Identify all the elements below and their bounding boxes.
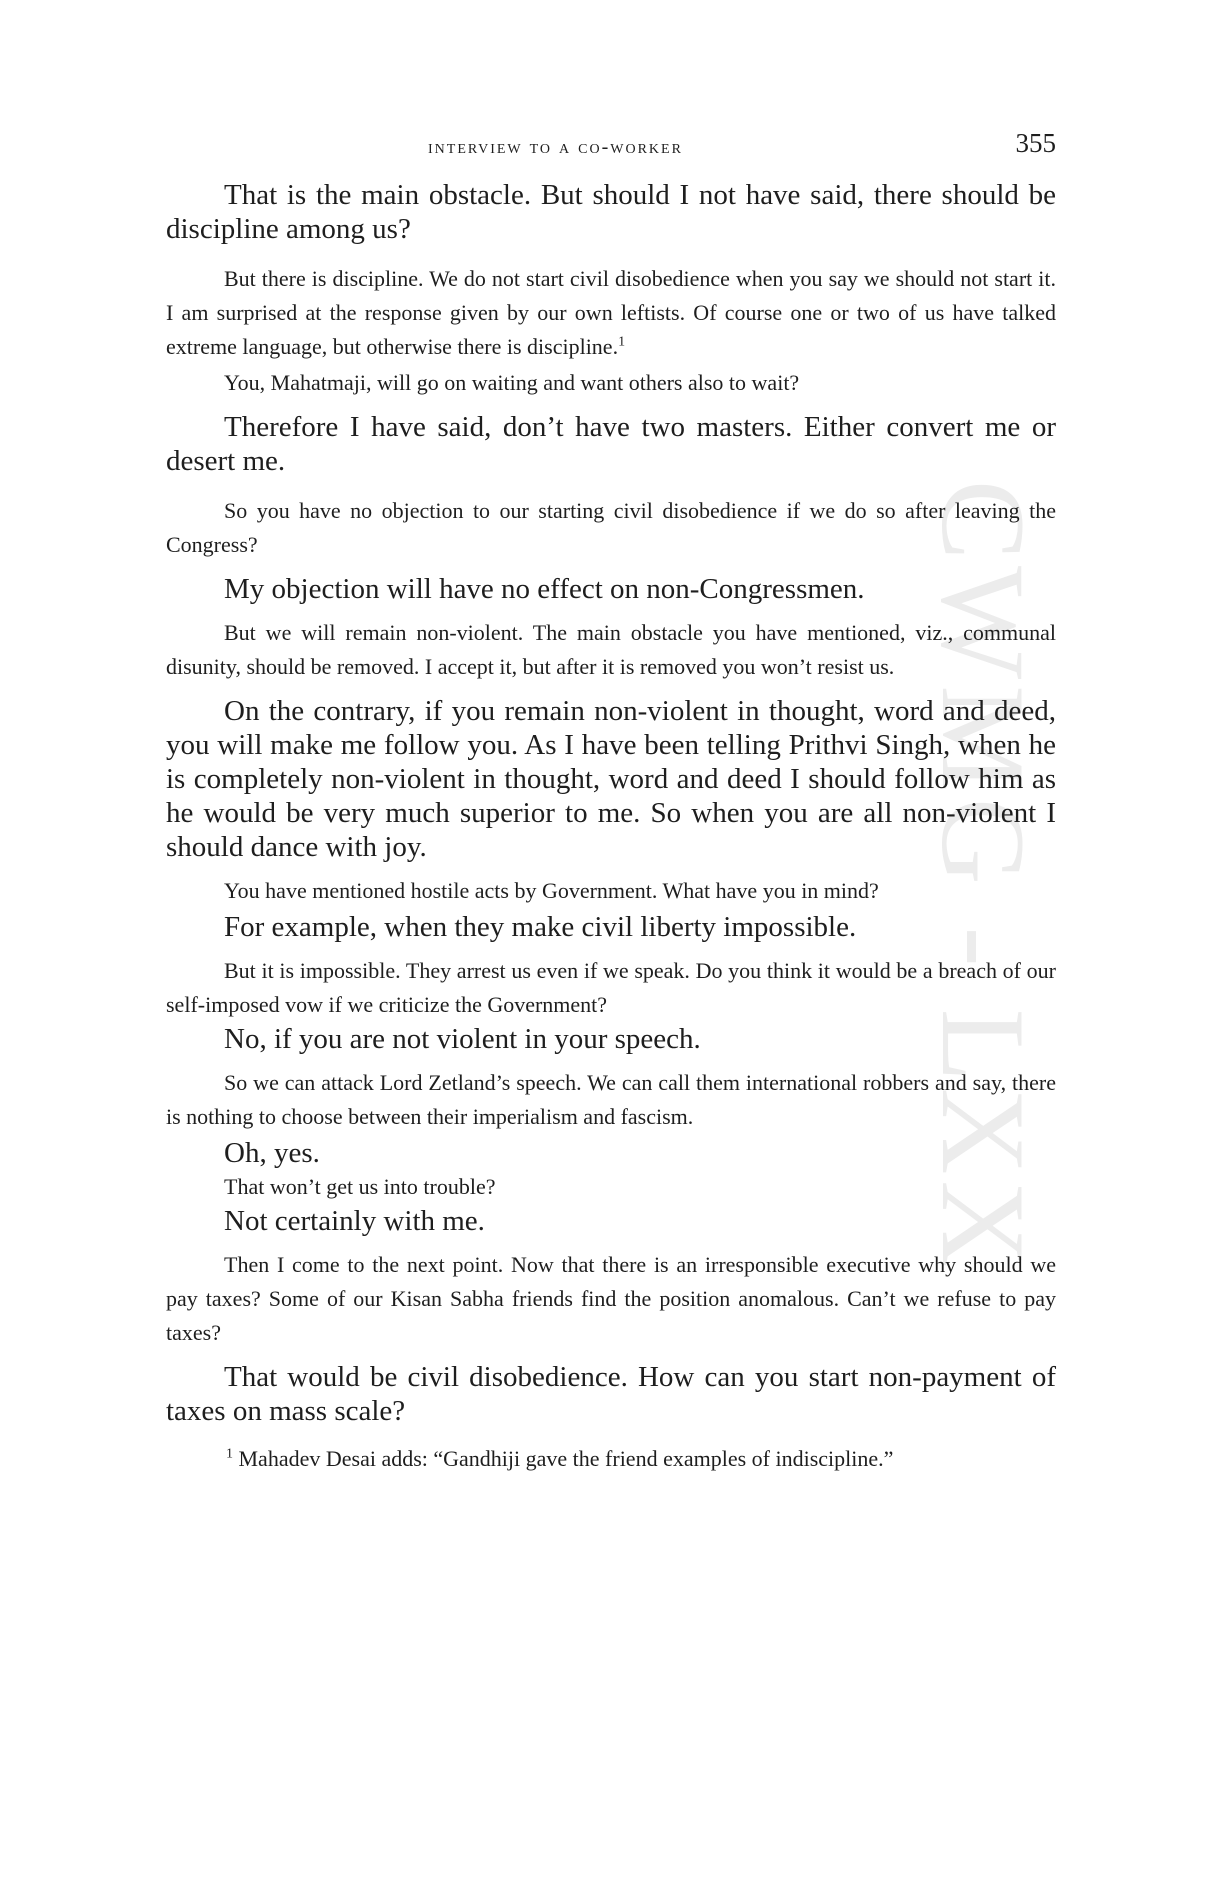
reply-paragraph: Oh, yes. — [224, 1137, 320, 1169]
question-paragraph: You, Mahatmaji, will go on waiting and want others also to wait? — [224, 370, 800, 395]
reply-paragraph: Not certainly with me. — [224, 1205, 485, 1237]
reply-paragraph: No, if you are not violent in your speech. — [224, 1023, 701, 1055]
reply-paragraph: On the contrary, if you remain non-violent in thought, word and deed, you will make me follow you. As I have been telling Prithvi Singh, when he is completely non-violent in thought, word and deed I should follow him as he would be very much superior to me. So when you are all non-violent I should dance with joy. — [166, 695, 1056, 863]
page-header — [166, 128, 1056, 168]
question-paragraph — [166, 262, 1056, 364]
reply-paragraph: That would be civil disobedience. How can you start non-payment of taxes on mass scale? — [166, 1361, 1056, 1427]
reply-paragraph: Therefore I have said, don’t have two masters. Either convert me or desert me. — [166, 411, 1056, 477]
footnote-reference: 1 — [618, 334, 626, 350]
question-paragraph: That won’t get us into trouble? — [224, 1174, 496, 1199]
question-paragraph: So you have no objection to our starting civil disobedience if we do so after leaving the Congress? — [166, 498, 1056, 557]
question-paragraph: But we will remain non-violent. The main obstacle you have mentioned, viz., communal disunity, should be removed. I accept it, but after it is removed you won’t resist us. — [166, 620, 1056, 679]
reply-paragraph: For example, when they make civil liberty impossible. — [224, 911, 857, 943]
question-paragraph: Then I come to the next point. Now that there is an irresponsible executive why should we pay taxes? Some of our Kisan Sabha friends find the position anomalous. Can’t we refuse to pay taxes? — [166, 1252, 1056, 1345]
page-number: 355 — [1015, 128, 1056, 158]
running-head: interview to a co-worker — [428, 136, 683, 158]
reply-paragraph: My objection will have no effect on non-Congressmen. — [224, 573, 865, 605]
footnote-text: Mahadev Desai adds: “Gandhiji gave the friend examples of indiscipline.” — [238, 1446, 894, 1471]
question-text: But there is discipline. We do not start civil disobedience when you say we should not start it. I am surprised at the response given by our own leftists. Of course one or two of us have talked extreme language, but otherwise there is discipline. — [166, 266, 1056, 359]
reply-paragraph: That is the main obstacle. But should I not have said, there should be discipline among us? — [166, 179, 1056, 245]
footnote-mark: 1 — [226, 1446, 233, 1462]
watermark: CWMG - LXX — [917, 480, 1050, 1274]
question-paragraph: You have mentioned hostile acts by Government. What have you in mind? — [224, 878, 879, 903]
question-paragraph: So we can attack Lord Zetland’s speech. We can call them international robbers and say, there is nothing to choose between their imperialism and fascism. — [166, 1070, 1056, 1129]
text-column — [166, 178, 1056, 1496]
question-paragraph: But it is impossible. They arrest us even if we speak. Do you think it would be a breach of our self-imposed vow if we criticize the Government? — [166, 958, 1056, 1017]
footnote — [166, 1444, 1056, 1474]
